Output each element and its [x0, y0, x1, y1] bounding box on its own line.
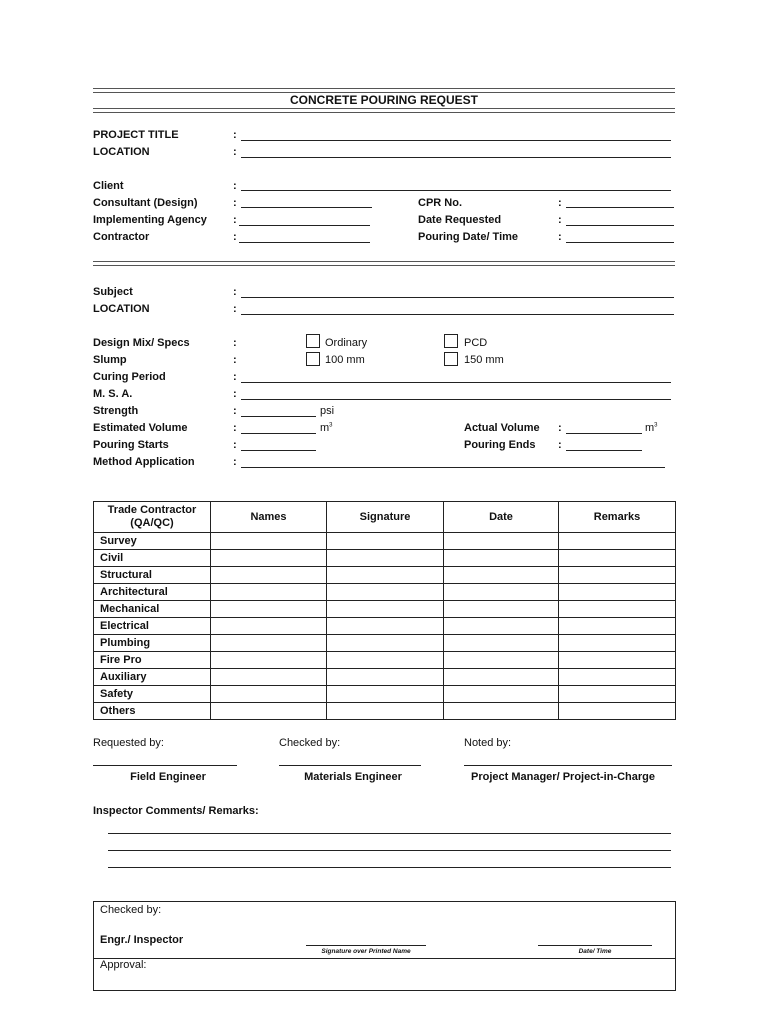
date-cell[interactable] — [444, 533, 559, 550]
implementing-agency-field[interactable] — [239, 225, 370, 226]
table-row — [94, 669, 676, 686]
msa-field[interactable] — [241, 399, 671, 400]
table-row — [94, 550, 676, 567]
pcd-checkbox[interactable] — [444, 334, 458, 348]
colon: : — [558, 214, 562, 226]
comments-line[interactable] — [108, 850, 671, 851]
colon: : — [233, 286, 237, 298]
signature-cell[interactable] — [327, 703, 444, 720]
remarks-cell[interactable] — [559, 686, 676, 703]
colon: : — [233, 371, 237, 383]
subject-label: Subject — [93, 286, 133, 298]
colon: : — [558, 439, 562, 451]
trade-label: Safety — [94, 686, 211, 703]
col-header: Signature — [327, 502, 444, 533]
table-row — [94, 533, 676, 550]
colon: : — [233, 214, 237, 226]
table-row — [94, 703, 676, 720]
page-title: CONCRETE POURING REQUEST — [289, 93, 478, 107]
date-cell[interactable] — [444, 652, 559, 669]
estimated-volume-field[interactable] — [241, 433, 316, 434]
design-mix-label: Design Mix/ Specs — [93, 337, 190, 349]
cpr-no-field[interactable] — [566, 207, 674, 208]
subject-field[interactable] — [241, 297, 674, 298]
name-cell[interactable] — [211, 550, 327, 567]
colon: : — [233, 146, 237, 158]
colon: : — [233, 354, 237, 366]
date-cell[interactable] — [444, 584, 559, 601]
implementing-agency-label: Implementing Agency — [93, 214, 207, 226]
trade-label: Fire Pro — [94, 652, 211, 669]
inspector-comments-label: Inspector Comments/ Remarks: — [93, 805, 259, 817]
trade-label: Civil — [94, 550, 211, 567]
colon: : — [233, 405, 237, 417]
ordinary-label: Ordinary — [325, 337, 368, 349]
client-label: Client — [93, 180, 124, 192]
requested-by-label: Requested by: — [93, 737, 164, 749]
consultant-label: Consultant (Design) — [93, 197, 198, 209]
psi-unit: psi — [320, 405, 335, 417]
pouring-ends-label: Pouring Ends — [464, 439, 536, 451]
colon: : — [233, 439, 237, 451]
col-header: Remarks — [559, 502, 676, 533]
msa-label: M. S. A. — [93, 388, 133, 400]
remarks-cell[interactable] — [559, 601, 676, 618]
comments-line[interactable] — [108, 867, 671, 868]
colon: : — [233, 180, 237, 192]
name-cell[interactable] — [211, 618, 327, 635]
date-cell[interactable] — [444, 618, 559, 635]
table-row — [94, 584, 676, 601]
strength-label: Strength — [93, 405, 139, 417]
colon: : — [233, 129, 237, 141]
col-header: Names — [211, 502, 327, 533]
table-row — [94, 618, 676, 635]
date-requested-label: Date Requested — [418, 214, 502, 226]
curing-period-label: Curing Period — [93, 371, 166, 383]
name-cell[interactable] — [211, 652, 327, 669]
colon: : — [233, 231, 237, 243]
cpr-no-label: CPR No. — [418, 197, 462, 209]
slump-150mm-checkbox[interactable] — [444, 352, 458, 366]
signature-cell[interactable] — [327, 618, 444, 635]
name-cell[interactable] — [211, 703, 327, 720]
section-divider — [93, 261, 675, 266]
title-bottom-rule — [93, 108, 675, 113]
trade-label: Others — [94, 703, 211, 720]
name-cell[interactable] — [211, 567, 327, 584]
remarks-cell[interactable] — [559, 703, 676, 720]
colon: : — [233, 197, 237, 209]
signature-cell[interactable] — [327, 584, 444, 601]
name-cell[interactable] — [211, 686, 327, 703]
colon: : — [233, 422, 237, 434]
col-header: Trade Contractor (QA/QC) — [94, 502, 211, 533]
ordinary-checkbox[interactable] — [306, 334, 320, 348]
name-cell[interactable] — [211, 669, 327, 686]
table-row — [94, 635, 676, 652]
trade-label: Mechanical — [94, 601, 211, 618]
cubic-meter-unit: $m^3$ — [645, 422, 658, 434]
contractor-label: Contractor — [93, 231, 150, 243]
remarks-cell[interactable] — [559, 567, 676, 584]
actual-volume-label: Actual Volume — [464, 422, 540, 434]
trade-label: Electrical — [94, 618, 211, 635]
checked-by-label: Checked by: — [279, 737, 341, 749]
consultant-field[interactable] — [241, 207, 372, 208]
slump-label: Slump — [93, 354, 127, 366]
date-cell[interactable] — [444, 567, 559, 584]
curing-period-field[interactable] — [241, 382, 671, 383]
pcd-label: PCD — [464, 337, 488, 349]
col-header: Date — [444, 502, 559, 533]
signature-cell[interactable] — [327, 550, 444, 567]
details-location-label: LOCATION — [93, 303, 150, 315]
colon: : — [558, 231, 562, 243]
signature-cell[interactable] — [327, 567, 444, 584]
date-requested-field[interactable] — [566, 225, 674, 226]
field-engineer-label: Field Engineer — [130, 771, 206, 783]
signature-cell[interactable] — [327, 652, 444, 669]
date-cell[interactable] — [444, 550, 559, 567]
colon: : — [233, 388, 237, 400]
trade-label: Structural — [94, 567, 211, 584]
table-row — [94, 567, 676, 584]
table-row — [94, 601, 676, 618]
remarks-cell[interactable] — [559, 584, 676, 601]
colon: : — [558, 197, 562, 209]
remarks-cell[interactable] — [559, 652, 676, 669]
requested-by-signature-line[interactable] — [93, 765, 237, 766]
signature-cell[interactable] — [327, 601, 444, 618]
inspection-box — [93, 901, 676, 991]
name-cell[interactable] — [211, 533, 327, 550]
date-cell[interactable] — [444, 601, 559, 618]
client-field[interactable] — [241, 190, 671, 191]
colon: : — [233, 303, 237, 315]
remarks-cell[interactable] — [559, 618, 676, 635]
remarks-cell[interactable] — [559, 550, 676, 567]
name-cell[interactable] — [211, 601, 327, 618]
pouring-ends-field[interactable] — [566, 450, 642, 451]
pouring-datetime-label: Pouring Date/ Time — [418, 231, 519, 243]
colon: : — [558, 422, 562, 434]
project-title-label: PROJECT TITLE — [93, 129, 179, 141]
noted-by-signature-line[interactable] — [464, 765, 672, 766]
remarks-cell[interactable] — [559, 635, 676, 652]
signature-caption: Signature over Printed Name — [321, 948, 411, 955]
actual-volume-field[interactable] — [566, 433, 642, 434]
colon: : — [233, 456, 237, 468]
signature-cell[interactable] — [327, 669, 444, 686]
pouring-datetime-field[interactable] — [566, 242, 674, 243]
slump-100mm-checkbox[interactable] — [306, 352, 320, 366]
trade-label: Architectural — [94, 584, 211, 601]
details-location-field[interactable] — [241, 314, 674, 315]
name-cell[interactable] — [211, 635, 327, 652]
slump-150mm-label: 150 mm — [464, 354, 504, 366]
inspector-date-line[interactable] — [538, 945, 652, 946]
contractor-field[interactable] — [239, 242, 370, 243]
inspector-signature-line[interactable] — [306, 945, 426, 946]
project-title-field[interactable] — [241, 140, 671, 141]
date-caption: Date/ Time — [578, 948, 612, 955]
method-application-field[interactable] — [241, 467, 665, 468]
trade-label: Plumbing — [94, 635, 211, 652]
colon: : — [233, 337, 237, 349]
approval-label: Approval: — [100, 959, 147, 971]
table-row — [94, 652, 676, 669]
location-label: LOCATION — [93, 146, 150, 158]
date-cell[interactable] — [444, 686, 559, 703]
materials-engineer-label: Materials Engineer — [304, 771, 402, 783]
location-field[interactable] — [241, 157, 671, 158]
cubic-meter-unit: $m^3$ — [320, 422, 333, 434]
trade-contractor-table — [93, 501, 676, 720]
signature-cell[interactable] — [327, 635, 444, 652]
box-checked-by-label: Checked by: — [100, 904, 162, 916]
date-cell[interactable] — [444, 635, 559, 652]
remarks-cell[interactable] — [559, 669, 676, 686]
strength-field[interactable] — [241, 416, 316, 417]
engr-inspector-label: Engr./ Inspector — [100, 934, 184, 946]
pouring-starts-field[interactable] — [241, 450, 316, 451]
name-cell[interactable] — [211, 584, 327, 601]
trade-label: Auxiliary — [94, 669, 211, 686]
signature-cell[interactable] — [327, 533, 444, 550]
project-manager-label: Project Manager/ Project-in-Charge — [471, 771, 655, 783]
date-cell[interactable] — [444, 703, 559, 720]
date-cell[interactable] — [444, 669, 559, 686]
noted-by-label: Noted by: — [464, 737, 512, 749]
remarks-cell[interactable] — [559, 533, 676, 550]
checked-by-signature-line[interactable] — [279, 765, 421, 766]
pouring-starts-label: Pouring Starts — [93, 439, 169, 451]
table-row — [94, 686, 676, 703]
trade-label: Survey — [94, 533, 211, 550]
estimated-volume-label: Estimated Volume — [93, 422, 188, 434]
inspection-box-divider — [93, 958, 675, 959]
signature-cell[interactable] — [327, 686, 444, 703]
slump-100mm-label: 100 mm — [325, 354, 365, 366]
comments-line[interactable] — [108, 833, 671, 834]
method-application-label: Method Application — [93, 456, 195, 468]
table-header-row — [94, 502, 676, 533]
